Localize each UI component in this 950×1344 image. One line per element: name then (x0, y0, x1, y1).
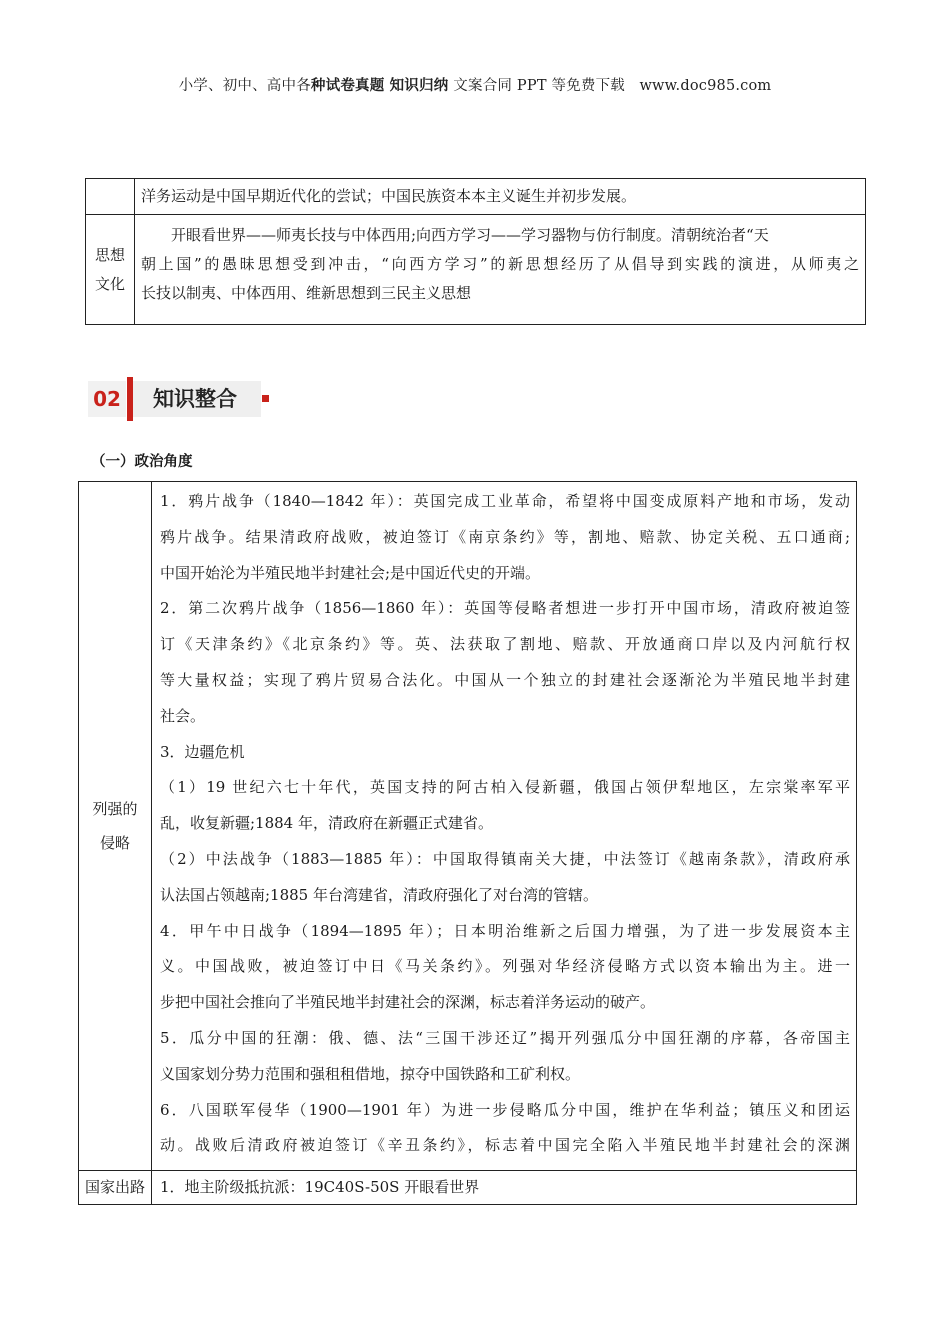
top-row1-text: 洋务运动是中国早期近代化的尝试；中国民族资本本主义诞生并初步发展。 (141, 187, 637, 205)
text-line: 长技以制夷、中体西用、维新思想到三民主义思想 (141, 284, 472, 302)
text-line: 等大量权益；实现了鸦片贸易合法化。中国从一个独立的封建社会逐渐沦为半殖民地半封建 (160, 670, 850, 689)
text-line: 步把中国社会推向了半殖民地半封建社会的深渊，标志着洋务运动的破产。 (160, 993, 656, 1012)
label-line: 思想 (94, 245, 125, 264)
header-url-link[interactable]: www.doc985.com (639, 78, 772, 94)
text-line: 订《天津条约》《北京条约》等。英、法获取了割地、赔款、开放通商口岸以及内河航行权 (160, 635, 850, 654)
section-banner (88, 377, 278, 421)
section-number: 02 (88, 381, 126, 417)
text-line: 义国家划分势力范围和强租租借地，掠夺中国铁路和工矿利权。 (160, 1064, 581, 1083)
page-header (0, 74, 950, 95)
table-row (86, 179, 866, 215)
text-line: 乱，收复新疆;1884 年，清政府在新疆正式建省。 (160, 814, 493, 833)
sub-heading: （一）政治角度 (91, 454, 193, 470)
text-line: 开眼看世界——师夷长技与中体西用;向西方学习——学习器物与仿行制度。清朝统治者“天 (171, 226, 769, 244)
main-row1-label (79, 482, 152, 1171)
table-row (86, 215, 866, 325)
text-line: 6．八国联军侵华（1900—1901 年）为进一步侵略瓜分中国，维护在华利益；镇压义和团运 (160, 1100, 850, 1119)
top-row1-content (135, 179, 866, 215)
main-row1-content (152, 482, 857, 1171)
text-line: 动。战败后清政府被迫签订《辛丑条约》，标志着中国完全陷入半殖民地半封建社会的深渊 (160, 1136, 850, 1155)
top-row2-content (135, 215, 866, 325)
text-line: 3．边疆危机 (160, 742, 245, 761)
main-table (78, 481, 857, 1205)
text-line: （2）中法战争（1883—1885 年）：中国取得镇南关大捷，中法签订《越南条款》，清政府承 (160, 849, 850, 868)
main-row2-content (152, 1171, 857, 1205)
section-square-icon (262, 395, 269, 402)
header-text-bold: 种试卷真题 知识归纳 (310, 77, 449, 94)
header-text-1: 小学、初中、高中各 (178, 78, 311, 94)
text-line: 中国开始沦为半殖民地半封建社会;是中国近代史的开端。 (160, 563, 541, 582)
text-line: 鸦片战争。结果清政府战败，被迫签订《南京条约》等，割地、赔款、协定关税、五口通商; (160, 527, 850, 546)
top-row2-label (86, 215, 135, 325)
top-table (85, 178, 866, 325)
label-line: 列强的 (92, 800, 138, 818)
text-line: 5．瓜分中国的狂潮：俄、德、法“三国干涉还辽”揭开列强瓜分中国狂潮的序幕，各帝国主 (160, 1028, 850, 1047)
label-line: 文化 (94, 274, 125, 293)
table-row (79, 1171, 857, 1205)
text-line: 4．甲午中日战争（1894—1895 年）；日本明治维新之后国力增强，为了进一步发展资本主 (160, 921, 850, 940)
section-title: 知识整合 (133, 381, 261, 417)
table-row (79, 482, 857, 1171)
text-line: （1）19 世纪六七十年代，英国支持的阿古柏入侵新疆，俄国占领伊犁地区，左宗棠率军平 (160, 778, 850, 797)
text-line: 朝上国”的愚昧思想受到冲击，“向西方学习”的新思想经历了从倡导到实践的演进，从师夷之 (141, 255, 859, 273)
text-line: 1．地主阶级抵抗派：19C40S-50S 开眼看世界 (160, 1178, 480, 1196)
text-line: 1．鸦片战争（1840—1842 年）：英国完成工业革命，希望将中国变成原料产地和市场，发动 (160, 492, 850, 510)
top-row1-label (86, 179, 135, 215)
text-line: 2．第二次鸦片战争（1856—1860 年）：英国等侵略者想进一步打开中国市场，清政府被迫签 (160, 599, 850, 618)
label-line: 侵略 (99, 834, 130, 852)
text-line: 义。中国战败，被迫签订中日《马关条约》。列强对华经济侵略方式以资本输出为主。进一 (160, 957, 850, 976)
main-row2-label: 国家出路 (79, 1171, 152, 1205)
header-text-2: 文案合同 PPT 等免费下载 (448, 78, 625, 94)
text-line: 认法国占领越南;1885 年台湾建省，清政府强化了对台湾的管辖。 (160, 885, 598, 904)
text-line: 社会。 (160, 706, 206, 725)
